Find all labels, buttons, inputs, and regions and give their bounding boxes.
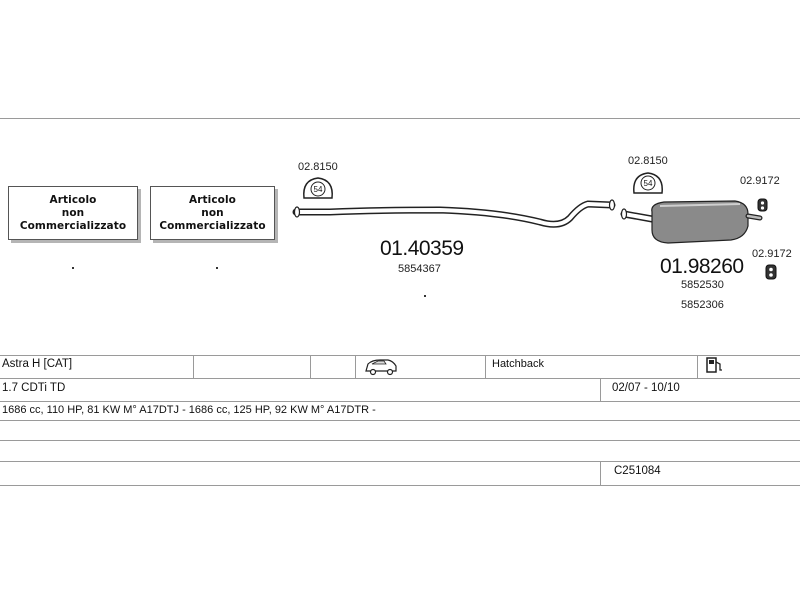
rear-clamp-number[interactable]: 02.8150: [628, 155, 668, 167]
front-pipe-drawing[interactable]: [295, 200, 615, 224]
na-box-2-line2: non: [201, 206, 224, 219]
upper-hanger-number[interactable]: 02.9172: [740, 175, 780, 187]
rear-clamp-size: 54: [643, 179, 653, 188]
rubber-hanger-icon[interactable]: [758, 199, 767, 211]
rear-silencer-oem-number-1: 5852530: [681, 279, 724, 291]
rear-silencer-part-number[interactable]: 01.98260: [660, 255, 744, 278]
front-pipe-oem-number: 5854367: [398, 263, 441, 275]
fuel-pump-icon: [707, 358, 722, 372]
front-pipe-part-number[interactable]: 01.40359: [380, 237, 464, 260]
na-box-1-line1: Articolo: [49, 193, 97, 206]
front-pipe-dot: [424, 295, 426, 297]
lower-hanger-number[interactable]: 02.9172: [752, 248, 792, 260]
vehicle-model: Astra H [CAT]: [2, 358, 73, 370]
mid-clamp-number[interactable]: 02.8150: [298, 161, 338, 173]
vehicle-engine: 1.7 CDTi TD: [2, 382, 66, 394]
vehicle-engine-details: 1686 cc, 110 HP, 81 KW M° A17DTJ - 1686 cc, 125 HP, 92 KW M° A17DTR -: [2, 404, 376, 416]
rear-silencer-drawing[interactable]: [622, 201, 761, 243]
vehicle-years: 02/07 - 10/10: [612, 382, 680, 394]
rear-silencer-oem-number-2: 5852306: [681, 299, 724, 311]
mid-clamp-size: 54: [313, 185, 323, 194]
na-box-2-line1: Articolo: [189, 193, 236, 206]
na-box-1-line2: non: [61, 206, 85, 219]
na-box-2-line3: Commercializzato: [159, 219, 266, 232]
rubber-hanger-icon[interactable]: [766, 265, 776, 279]
na-box-1-line3: Commercializzato: [19, 219, 127, 232]
vehicle-body-type: Hatchback: [492, 358, 544, 370]
vehicle-code: C251084: [614, 465, 661, 477]
car-hatchback-icon: [366, 360, 396, 375]
